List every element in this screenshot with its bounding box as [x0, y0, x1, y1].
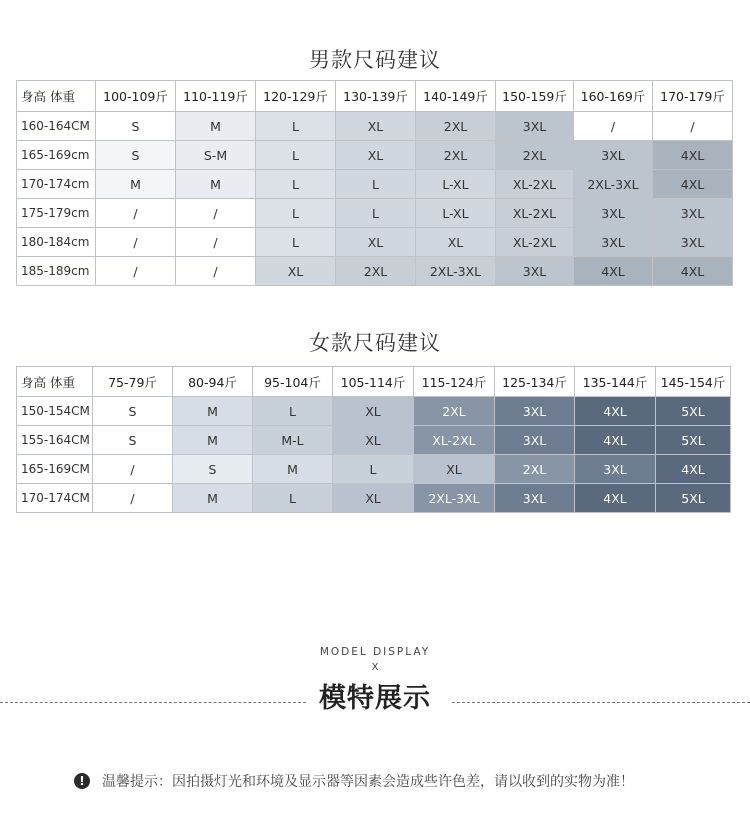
size-cell: 3XL: [495, 484, 575, 513]
weight-header: 130-139斤: [336, 81, 416, 112]
size-cell: 3XL: [575, 455, 656, 484]
size-cell: M: [176, 170, 256, 199]
size-cell: XL-2XL: [496, 228, 574, 257]
height-label: 180-184cm: [17, 228, 96, 257]
size-cell: 3XL: [574, 141, 653, 170]
weight-header: 135-144斤: [575, 367, 656, 397]
size-cell: S-M: [176, 141, 256, 170]
table-row: [17, 397, 731, 426]
size-cell: 3XL: [495, 426, 575, 455]
size-cell: XL: [414, 455, 495, 484]
size-cell: XL: [333, 426, 414, 455]
size-cell: M: [173, 426, 253, 455]
table-row: [17, 455, 731, 484]
height-label: 185-189cm: [17, 257, 96, 286]
size-cell: XL: [333, 397, 414, 426]
size-cell: 2XL: [336, 257, 416, 286]
size-cell: 2XL: [414, 397, 495, 426]
weight-header: 120-129斤: [256, 81, 336, 112]
size-cell: L-XL: [416, 170, 496, 199]
size-cell: /: [653, 112, 733, 141]
weight-header: 115-124斤: [414, 367, 495, 397]
size-cell: 4XL: [653, 141, 733, 170]
men-size-title: 男款尺码建议: [309, 48, 441, 72]
size-cell: 2XL-3XL: [416, 257, 496, 286]
size-cell: M: [173, 484, 253, 513]
height-label: 170-174cm: [17, 170, 96, 199]
height-label: 160-164CM: [17, 112, 96, 141]
size-cell: XL-2XL: [496, 199, 574, 228]
size-cell: 2XL: [416, 112, 496, 141]
size-cell: XL-2XL: [414, 426, 495, 455]
size-cell: L: [256, 112, 336, 141]
size-cell: L: [253, 484, 333, 513]
size-cell: 4XL: [574, 257, 653, 286]
size-cell: /: [176, 257, 256, 286]
size-cell: 4XL: [575, 397, 656, 426]
size-cell: 2XL: [495, 455, 575, 484]
size-cell: 4XL: [575, 484, 656, 513]
size-cell: M: [253, 455, 333, 484]
size-cell: XL: [336, 112, 416, 141]
size-cell: L: [336, 199, 416, 228]
table-row: [17, 228, 733, 257]
size-cell: L: [256, 228, 336, 257]
color-notice: [74, 768, 634, 794]
weight-header: 80-94斤: [173, 367, 253, 397]
size-cell: XL: [336, 141, 416, 170]
size-cell: S: [93, 397, 173, 426]
weight-header: 150-159斤: [496, 81, 574, 112]
height-label: 155-164CM: [17, 426, 93, 455]
size-cell: S: [173, 455, 253, 484]
model-display-x: X: [371, 662, 379, 673]
height-label: 165-169CM: [17, 455, 93, 484]
size-cell: L: [256, 199, 336, 228]
size-cell: XL: [416, 228, 496, 257]
size-cell: /: [96, 257, 176, 286]
size-cell: 3XL: [574, 228, 653, 257]
size-cell: 4XL: [653, 170, 733, 199]
corner-label: 身高 体重: [17, 367, 93, 397]
size-cell: 4XL: [575, 426, 656, 455]
size-cell: 2XL: [416, 141, 496, 170]
size-cell: XL: [256, 257, 336, 286]
table-row: [17, 112, 733, 141]
size-cell: L: [253, 397, 333, 426]
size-cell: /: [96, 228, 176, 257]
size-cell: 3XL: [496, 257, 574, 286]
weight-header: 160-169斤: [574, 81, 653, 112]
size-cell: S: [96, 141, 176, 170]
size-cell: 3XL: [496, 112, 574, 141]
size-cell: /: [176, 228, 256, 257]
height-label: 170-174CM: [17, 484, 93, 513]
size-cell: XL: [336, 228, 416, 257]
size-cell: M-L: [253, 426, 333, 455]
weight-header: 110-119斤: [176, 81, 256, 112]
table-row: [17, 484, 731, 513]
size-cell: 2XL-3XL: [574, 170, 653, 199]
warning-icon: !: [74, 773, 90, 789]
size-cell: 5XL: [656, 426, 731, 455]
size-cell: L: [336, 170, 416, 199]
size-cell: S: [93, 426, 173, 455]
weight-header: 95-104斤: [253, 367, 333, 397]
size-cell: /: [93, 455, 173, 484]
model-display-label: MODEL DISPLAY: [319, 646, 431, 658]
table-row: [17, 170, 733, 199]
size-cell: /: [574, 112, 653, 141]
size-cell: 3XL: [495, 397, 575, 426]
size-cell: XL-2XL: [496, 170, 574, 199]
size-cell: 3XL: [653, 199, 733, 228]
women-size-title: 女款尺码建议: [309, 331, 441, 355]
size-cell: L: [256, 170, 336, 199]
women-size-table: [16, 366, 731, 513]
size-cell: 2XL-3XL: [414, 484, 495, 513]
size-cell: 5XL: [656, 397, 731, 426]
size-cell: 3XL: [653, 228, 733, 257]
corner-label: 身高 体重: [17, 81, 96, 112]
model-display-heading: 模特展示: [319, 683, 431, 714]
size-cell: L: [333, 455, 414, 484]
table-row: [17, 141, 733, 170]
weight-header: 170-179斤: [653, 81, 733, 112]
size-cell: M: [176, 112, 256, 141]
size-cell: XL: [333, 484, 414, 513]
notice-text: 温馨提示：因拍摄灯光和环境及显示器等因素会造成些许色差，请以收到的实物为准！: [102, 774, 634, 790]
weight-header: 145-154斤: [656, 367, 731, 397]
table-row: [17, 426, 731, 455]
size-cell: L-XL: [416, 199, 496, 228]
size-cell: M: [96, 170, 176, 199]
size-cell: 5XL: [656, 484, 731, 513]
weight-header: 140-149斤: [416, 81, 496, 112]
weight-header: 75-79斤: [93, 367, 173, 397]
size-cell: 3XL: [574, 199, 653, 228]
size-cell: S: [96, 112, 176, 141]
size-cell: M: [173, 397, 253, 426]
size-cell: /: [93, 484, 173, 513]
men-size-table: [16, 80, 733, 286]
size-cell: 4XL: [656, 455, 731, 484]
table-row: [17, 199, 733, 228]
table-row: [17, 257, 733, 286]
size-cell: L: [256, 141, 336, 170]
height-label: 150-154CM: [17, 397, 93, 426]
weight-header: 100-109斤: [96, 81, 176, 112]
size-cell: /: [96, 199, 176, 228]
weight-header: 125-134斤: [495, 367, 575, 397]
size-cell: 2XL: [496, 141, 574, 170]
height-label: 165-169cm: [17, 141, 96, 170]
size-cell: /: [176, 199, 256, 228]
height-label: 175-179cm: [17, 199, 96, 228]
size-cell: 4XL: [653, 257, 733, 286]
weight-header: 105-114斤: [333, 367, 414, 397]
